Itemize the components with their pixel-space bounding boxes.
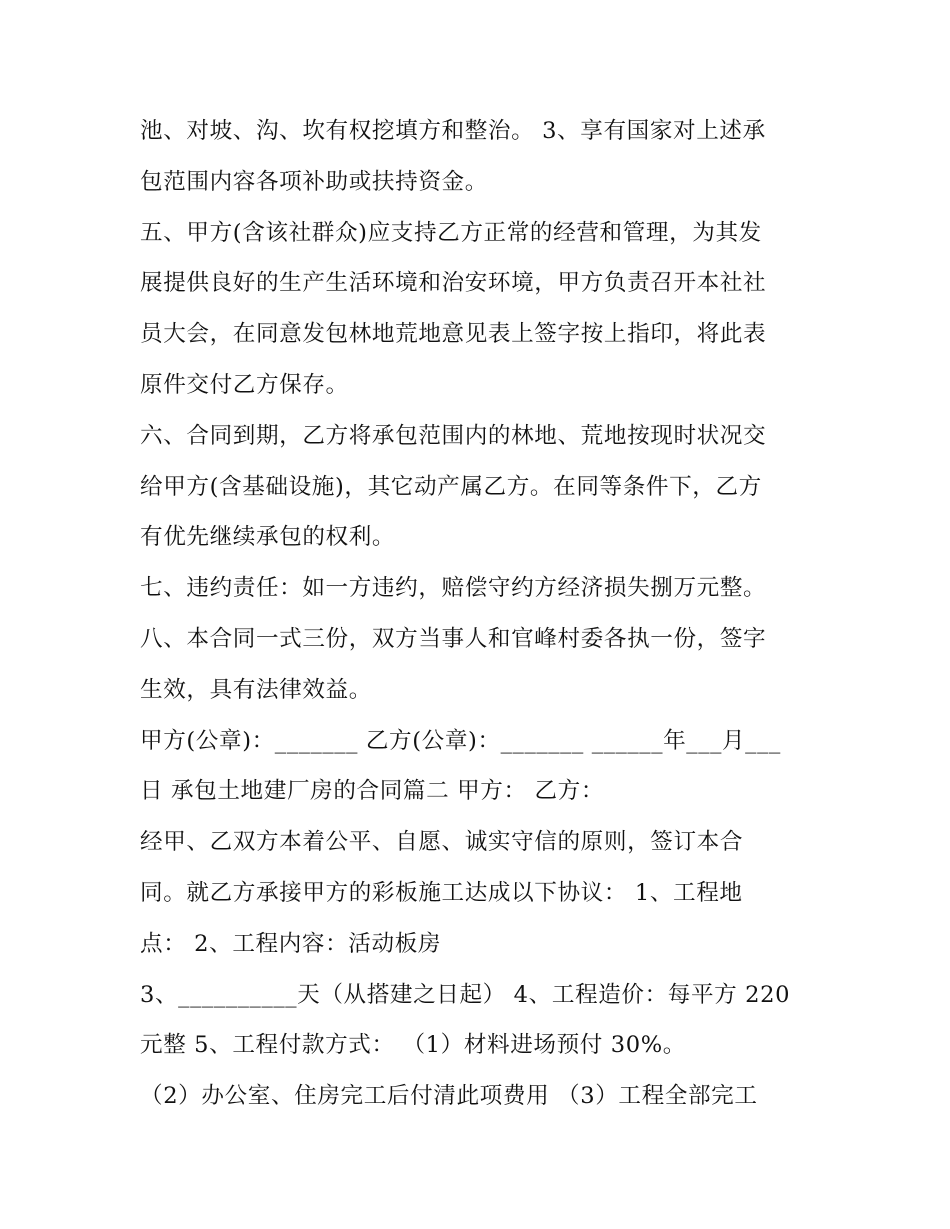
text-line: 3、__________天（从搭建之日起） 4、工程造价：每平方 220: [140, 981, 791, 1008]
text-line: 给甲方(含基础设施)，其它动产属乙方。在同等条件下，乙方: [140, 473, 762, 500]
text-line: 员大会，在同意发包林地荒地意见表上签字按上指印，将此表: [140, 321, 767, 348]
text-line: 同。就乙方承接甲方的彩板施工达成以下协议： 1、工程地: [140, 879, 743, 906]
text-line: 原件交付乙方保存。: [140, 371, 349, 398]
text-line: 元整 5、工程付款方式： （1）材料进场预付 30%。: [140, 1032, 686, 1059]
text-line: 点： 2、工程内容：活动板房: [140, 930, 442, 957]
text-line: 经甲、乙双方本着公平、自愿、诚实守信的原则，签订本合: [140, 829, 744, 856]
text-line: 五、甲方(含该社群众)应支持乙方正常的经营和管理，为其发: [140, 219, 762, 246]
text-line: 六、合同到期，乙方将承包范围内的林地、荒地按现时状况交: [140, 422, 767, 449]
text-line: 有优先继续承包的权利。: [140, 524, 396, 551]
text-line: 池、对坡、沟、坎有权挖填方和整治。 3、享有国家对上述承: [140, 118, 766, 144]
text-line: 包范围内容各项补助或扶持资金。: [140, 168, 488, 195]
document-body: [140, 106, 820, 1122]
text-line: 日 承包土地建厂房的合同篇二 甲方： 乙方：: [140, 778, 605, 805]
signature-line: 甲方(公章)：_______ 乙方(公章)：_______ ______年___月___: [140, 727, 781, 754]
text-line: 八、本合同一式三份，双方当事人和官峰村委各执一份，签字: [140, 625, 767, 652]
text-line: 展提供良好的生产生活环境和治安环境，甲方负责召开本社社: [140, 270, 767, 297]
text-line: 生效，具有法律效益。: [140, 676, 372, 703]
text-line: 七、违约责任：如一方违约，赔偿守约方经济损失捌万元整。: [140, 575, 767, 602]
text-line: （2）办公室、住房完工后付清此项费用 （3）工程全部完工: [140, 1083, 758, 1110]
